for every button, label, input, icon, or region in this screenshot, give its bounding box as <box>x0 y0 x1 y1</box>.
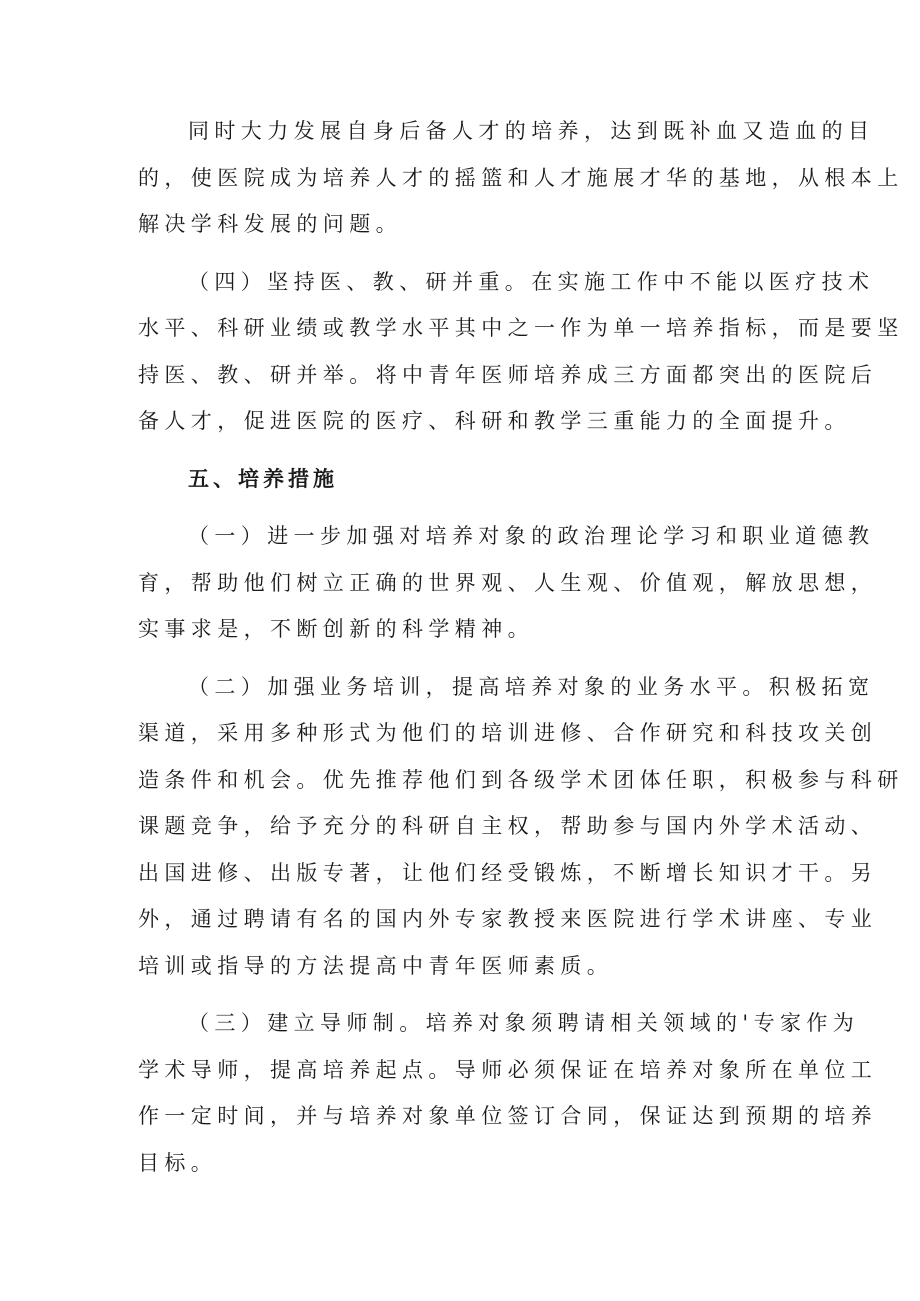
text-line: 目标。 <box>138 1150 218 1175</box>
text-line: 造条件和机会。优先推荐他们到各级学术团体任职，积极参与科研 <box>138 767 904 792</box>
text-line: 培训或指导的方法提高中青年医师素质。 <box>138 953 614 978</box>
text-line: 的，使医院成为培养人才的摇篮和人才施展才华的基地，从根本上 <box>138 165 904 190</box>
text-line: 出国进修、出版专著，让他们经受锻炼，不断增长知识才干。另 <box>138 860 878 885</box>
text-line: 课题竞争，给予充分的科研自主权，帮助参与国内外学术活动、 <box>138 814 878 838</box>
text-line: （二）加强业务培训，提高培养对象的业务水平。积极拓宽 <box>188 674 875 699</box>
text-line: 实事求是，不断创新的科学精神。 <box>138 617 534 641</box>
section-heading: 五、培养措施 <box>188 466 338 491</box>
text-line: 学术导师，提高培养起点。导师必须保证在培养对象所在单位工 <box>138 1057 878 1082</box>
text-line: 渠道，采用多种形式为他们的培训进修、合作研究和科技攻关创 <box>138 721 878 745</box>
text-line: （三）建立导师制。培养对象须聘请相关领域的'专家作为 <box>188 1011 860 1035</box>
paragraph-continuation <box>138 108 904 248</box>
text-line: 持医、教、研并举。将中青年医师培养成三方面都突出的医院后 <box>138 362 878 387</box>
text-line: （一）进一步加强对培养对象的政治理论学习和职业道德教 <box>188 524 875 548</box>
text-line: 育，帮助他们树立正确的世界观、人生观、价值观，解放思想， <box>138 570 878 595</box>
measure-two <box>138 664 904 990</box>
text-line: 外，通过聘请有名的国内外专家教授来医院进行学术讲座、专业 <box>138 907 878 931</box>
measure-one <box>138 513 878 653</box>
text-line: 解决学科发展的问题。 <box>138 212 402 236</box>
text-line: （四）坚持医、教、研并重。在实施工作中不能以医疗技术 <box>188 269 875 294</box>
text-line: 备人才，促进医院的医疗、科研和教学三重能力的全面提升。 <box>138 409 851 433</box>
paragraph-four <box>138 259 904 445</box>
document-page <box>138 108 904 1186</box>
text-line: 水平、科研业绩或教学水平其中之一作为单一培养指标，而是要坚 <box>138 316 904 340</box>
text-line: 同时大力发展自身后备人才的培养，达到既补血又造血的目 <box>188 119 875 143</box>
measure-three <box>138 1000 878 1186</box>
text-line: 作一定时间，并与培养对象单位签订合同，保证达到预期的培养 <box>138 1104 878 1128</box>
